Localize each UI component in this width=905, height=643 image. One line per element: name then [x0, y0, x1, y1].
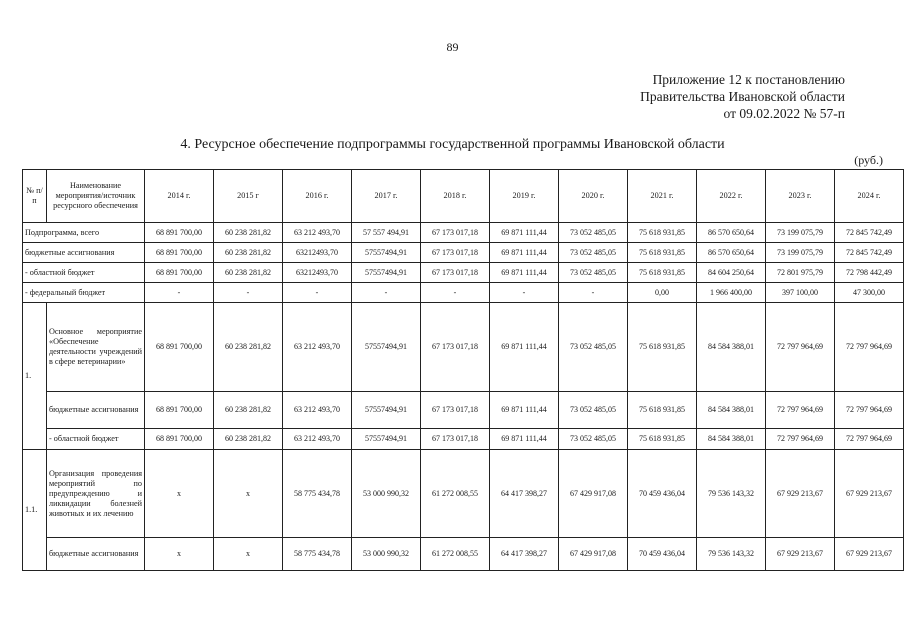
cell-value: 75 618 931,85 [628, 263, 697, 283]
cell-value: 84 584 388,01 [697, 392, 766, 429]
cell-value: 84 584 388,01 [697, 303, 766, 392]
appendix-line-3: от 09.02.2022 № 57-п [723, 106, 845, 121]
page-bottom-margin [22, 573, 893, 643]
cell-value: 84 604 250,64 [697, 263, 766, 283]
cell-value: 67 173 017,18 [421, 223, 490, 243]
units-label: (руб.) [854, 153, 883, 167]
header-year: 2022 г. [697, 170, 766, 223]
cell-value: 75 618 931,85 [628, 243, 697, 263]
document-title: 4. Ресурсное обеспечение подпрограммы государственной программы Ивановской области [180, 137, 725, 152]
row-number: 1. [23, 303, 47, 450]
row-label: бюджетные ассигнования [47, 538, 145, 571]
cell-value: 67 173 017,18 [421, 303, 490, 392]
cell-value: 68 891 700,00 [145, 223, 214, 243]
cell-value: 60 238 281,82 [214, 243, 283, 263]
cell-value: 73 052 485,05 [559, 429, 628, 450]
cell-value: 63212493,70 [283, 243, 352, 263]
header-year: 2023 г. [766, 170, 835, 223]
cell-value: 72 845 742,49 [835, 223, 904, 243]
table-row [23, 392, 904, 429]
cell-value: 86 570 650,64 [697, 223, 766, 243]
appendix-line-2: Правительства Ивановской области [640, 89, 845, 104]
table-row [23, 538, 904, 571]
header-num: № п/п [23, 170, 47, 223]
cell-value: 58 775 434,78 [283, 538, 352, 571]
cell-value: 70 459 436,04 [628, 538, 697, 571]
cell-value: 397 100,00 [766, 283, 835, 303]
header-year: 2016 г. [283, 170, 352, 223]
row-label: Подпрограмма, всего [23, 223, 145, 243]
cell-value: 57 557 494,91 [352, 223, 421, 243]
cell-value: 53 000 990,32 [352, 538, 421, 571]
cell-value: 73 052 485,05 [559, 303, 628, 392]
table-row [23, 283, 904, 303]
cell-value: - [214, 283, 283, 303]
cell-value: - [559, 283, 628, 303]
table-row [23, 223, 904, 243]
table-row [23, 303, 904, 392]
cell-value: 72 798 442,49 [835, 263, 904, 283]
cell-value: 69 871 111,44 [490, 243, 559, 263]
cell-value: 57557494,91 [352, 392, 421, 429]
cell-value: 68 891 700,00 [145, 392, 214, 429]
header-year: 2017 г. [352, 170, 421, 223]
cell-value: 72 797 964,69 [835, 392, 904, 429]
resource-table [22, 169, 904, 571]
cell-value: х [145, 450, 214, 538]
cell-value: 64 417 398,27 [490, 538, 559, 571]
header-year: 2024 г. [835, 170, 904, 223]
row-label: - областной бюджет [23, 263, 145, 283]
cell-value: 60 238 281,82 [214, 303, 283, 392]
cell-value: 73 199 075,79 [766, 223, 835, 243]
row-number: 1.1. [23, 450, 47, 571]
cell-value: 73 052 485,05 [559, 223, 628, 243]
cell-value: 72 797 964,69 [766, 303, 835, 392]
cell-value: 72 797 964,69 [835, 429, 904, 450]
row-label: Организация проведения мероприятий по предупреждению и ликвидации болезней животных и их лечению [47, 450, 145, 538]
cell-value: 67 173 017,18 [421, 263, 490, 283]
cell-value: 47 300,00 [835, 283, 904, 303]
cell-value: 60 238 281,82 [214, 392, 283, 429]
cell-value: 1 966 400,00 [697, 283, 766, 303]
cell-value: 67 429 917,08 [559, 450, 628, 538]
page-number: 89 [446, 40, 459, 54]
cell-value: 75 618 931,85 [628, 303, 697, 392]
row-label: бюджетные ассигнования [47, 392, 145, 429]
cell-value: 60 238 281,82 [214, 223, 283, 243]
cell-value: 57557494,91 [352, 429, 421, 450]
cell-value: 67 929 213,67 [835, 538, 904, 571]
cell-value: 60 238 281,82 [214, 263, 283, 283]
cell-value: 73 052 485,05 [559, 392, 628, 429]
cell-value: - [283, 283, 352, 303]
cell-value: 67 173 017,18 [421, 243, 490, 263]
cell-value: 73 052 485,05 [559, 263, 628, 283]
cell-value: 79 536 143,32 [697, 538, 766, 571]
table-row [23, 450, 904, 538]
cell-value: х [214, 450, 283, 538]
cell-value: 63 212 493,70 [283, 303, 352, 392]
cell-value: 63 212 493,70 [283, 429, 352, 450]
cell-value: 73 052 485,05 [559, 243, 628, 263]
cell-value: 53 000 990,32 [352, 450, 421, 538]
header-year: 2018 г. [421, 170, 490, 223]
table-header-row [23, 170, 904, 223]
cell-value: х [145, 538, 214, 571]
row-label: - федеральный бюджет [23, 283, 145, 303]
table-row [23, 243, 904, 263]
cell-value: 57557494,91 [352, 243, 421, 263]
cell-value: - [145, 283, 214, 303]
cell-value: 67 173 017,18 [421, 429, 490, 450]
header-name: Наименование мероприятия/источник ресурсного обеспечения [47, 170, 145, 223]
cell-value: 75 618 931,85 [628, 429, 697, 450]
cell-value: 84 584 388,01 [697, 429, 766, 450]
cell-value: 72 797 964,69 [766, 429, 835, 450]
table-row [23, 429, 904, 450]
cell-value: 72 845 742,49 [835, 243, 904, 263]
cell-value: 63212493,70 [283, 263, 352, 283]
cell-value: 61 272 008,55 [421, 450, 490, 538]
row-label: бюджетные ассигнования [23, 243, 145, 263]
cell-value: 75 618 931,85 [628, 223, 697, 243]
cell-value: 63 212 493,70 [283, 223, 352, 243]
appendix-note [640, 71, 845, 122]
cell-value: 68 891 700,00 [145, 263, 214, 283]
header-year: 2014 г. [145, 170, 214, 223]
header-year: 2019 г. [490, 170, 559, 223]
row-label: - областной бюджет [47, 429, 145, 450]
cell-value: 67 173 017,18 [421, 392, 490, 429]
cell-value: 58 775 434,78 [283, 450, 352, 538]
cell-value: 72 797 964,69 [766, 392, 835, 429]
cell-value: 64 417 398,27 [490, 450, 559, 538]
header-year: 2020 г. [559, 170, 628, 223]
cell-value: 61 272 008,55 [421, 538, 490, 571]
cell-value: 69 871 111,44 [490, 392, 559, 429]
cell-value: 70 459 436,04 [628, 450, 697, 538]
header-year: 2015 г [214, 170, 283, 223]
cell-value: 60 238 281,82 [214, 429, 283, 450]
appendix-line-1: Приложение 12 к постановлению [652, 72, 845, 87]
cell-value: 0,00 [628, 283, 697, 303]
header-year: 2021 г. [628, 170, 697, 223]
cell-value: 67 929 213,67 [835, 450, 904, 538]
table-row [23, 263, 904, 283]
row-label: Основное мероприятие «Обеспечение деятельности учреждений в сфере ветеринарии» [47, 303, 145, 392]
cell-value: 72 801 975,79 [766, 263, 835, 283]
cell-value: 57557494,91 [352, 303, 421, 392]
cell-value: 69 871 111,44 [490, 223, 559, 243]
cell-value: - [490, 283, 559, 303]
cell-value: 75 618 931,85 [628, 392, 697, 429]
cell-value: 68 891 700,00 [145, 243, 214, 263]
cell-value: 63 212 493,70 [283, 392, 352, 429]
cell-value: 57557494,91 [352, 263, 421, 283]
cell-value: 73 199 075,79 [766, 243, 835, 263]
cell-value: 69 871 111,44 [490, 263, 559, 283]
cell-value: 72 797 964,69 [835, 303, 904, 392]
cell-value: х [214, 538, 283, 571]
cell-value: - [421, 283, 490, 303]
cell-value: 67 429 917,08 [559, 538, 628, 571]
cell-value: 86 570 650,64 [697, 243, 766, 263]
cell-value: 69 871 111,44 [490, 429, 559, 450]
cell-value: 79 536 143,32 [697, 450, 766, 538]
cell-value: 68 891 700,00 [145, 303, 214, 392]
cell-value: 69 871 111,44 [490, 303, 559, 392]
cell-value: 68 891 700,00 [145, 429, 214, 450]
cell-value: 67 929 213,67 [766, 538, 835, 571]
cell-value: 67 929 213,67 [766, 450, 835, 538]
cell-value: - [352, 283, 421, 303]
